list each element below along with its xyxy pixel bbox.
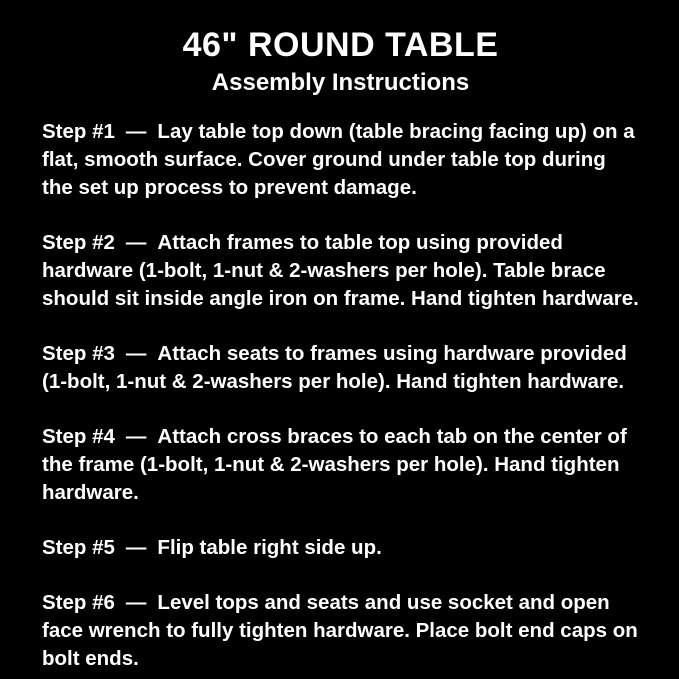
page-subtitle: Assembly Instructions	[211, 69, 470, 97]
step-2-text: Attach frames to table top using provided hardware (1-bolt, 1-nut & 2-washers per hole). Table brace should sit inside angle iron on frame. Hand tighten hardware.	[42, 230, 639, 310]
step-5-text: Flip table right side up.	[157, 535, 382, 559]
step-1	[42, 118, 639, 202]
step-4-label: Step #4	[42, 424, 115, 448]
steps-list	[42, 118, 639, 673]
page-title: 46" ROUND TABLE	[182, 26, 499, 64]
step-1-text: Lay table top down (table bracing facing up) on a flat, smooth surface. Cover ground under table top during the set up process to prevent damage.	[42, 119, 635, 199]
step-1-separator: —	[125, 119, 147, 143]
step-3-label: Step #3	[42, 341, 115, 365]
step-3-separator: —	[125, 341, 147, 365]
header	[42, 26, 639, 98]
step-2-label: Step #2	[42, 230, 115, 254]
step-2-separator: —	[125, 230, 147, 254]
step-3-text: Attach seats to frames using hardware provided (1-bolt, 1-nut & 2-washers per hole). Hand tighten hardware.	[42, 341, 627, 393]
step-4	[42, 423, 639, 507]
step-6-text: Level tops and seats and use socket and open face wrench to fully tighten hardware. Place bolt end caps on bolt ends.	[42, 590, 638, 670]
step-6-label: Step #6	[42, 590, 115, 614]
step-4-separator: —	[125, 424, 147, 448]
step-5-label: Step #5	[42, 535, 115, 559]
step-6-separator: —	[125, 590, 147, 614]
step-1-label: Step #1	[42, 119, 115, 143]
step-5-separator: —	[125, 535, 147, 559]
step-3	[42, 340, 639, 396]
step-2	[42, 229, 639, 313]
step-6	[42, 589, 639, 673]
step-4-text: Attach cross braces to each tab on the center of the frame (1-bolt, 1-nut & 2-washers per hole). Hand tighten hardware.	[42, 424, 627, 504]
step-5	[42, 534, 639, 562]
